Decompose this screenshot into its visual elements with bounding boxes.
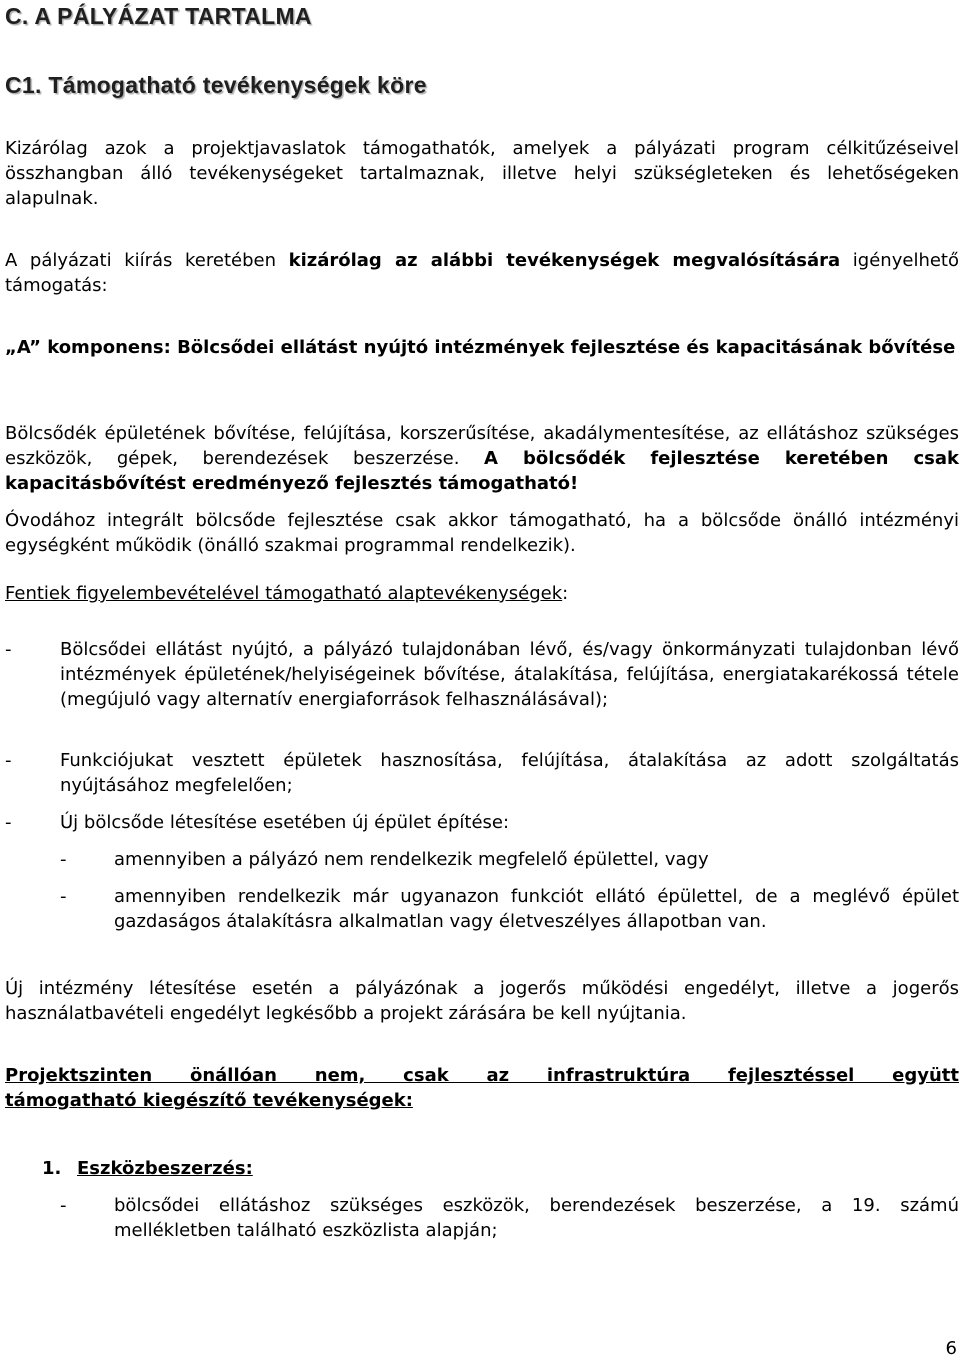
basic-activities-title: Fentiek figyelembevételével támogatható alaptevékenységek [5, 583, 563, 604]
sub-bullet-item-2: amennyiben rendelkezik már ugyanazon funkciót ellátó épülettel, de a meglévő épület gazdaságos átalakításra alkalmatlan vagy életveszélyes állapotban van. [114, 886, 959, 932]
sub-bullet-item-3: bölcsődei ellátáshoz szükséges eszközök, berendezések beszerzése, a 19. számú mellékletben található eszközlista alapján; [114, 1195, 959, 1241]
numbered-item-number: 1. [42, 1158, 62, 1179]
bullet-item-1: Bölcsődei ellátást nyújtó, a pályázó tulajdonában lévő, és/vagy önkormányzati tulajdonban lévő intézmények épületének/helyiségeinek bővítése, átalakítása, felújítása, energiatakarékossá tétele (megújuló vagy alternatív energiaforrások felhasználásával); [60, 639, 959, 710]
bullet-dash: - [5, 639, 12, 660]
nursery-paragraph [5, 421, 959, 496]
component-title: „A” komponens: Bölcsődei ellátást nyújtó intézmények fejlesztése és kapacitásának bővítése [5, 337, 956, 358]
bullet-item-3: Új bölcsőde létesítése esetében új épület építése: [60, 812, 510, 833]
supplementary-heading-line1: Projektszinten önállóan nem, csak az infrastruktúra fejlesztéssel együtt [5, 1065, 959, 1086]
intro-paragraph: Kizárólag azok a projektjavaslatok támogathatók, amelyek a pályázati program célkitűzéseivel összhangban álló tevékenységeket tartalmaznak, illetve helyi szükségleteken és lehetőségeken alapulnak. [5, 138, 959, 209]
supplementary-heading-line2: támogatható kiegészítő tevékenységek: [5, 1090, 413, 1111]
call-text-end: igényelhető támogatás: [5, 250, 959, 296]
kindergarten-paragraph: Óvodához integrált bölcsőde fejlesztése csak akkor támogatható, ha a bölcsőde önálló intézményi egységként működik (önálló szakmai programmal rendelkezik). [5, 510, 959, 556]
bullet-dash: - [5, 812, 12, 833]
bullet-dash: - [5, 750, 12, 771]
numbered-item-title: Eszközbeszerzés: [77, 1158, 253, 1179]
call-text-start: A pályázati kiírás keretében [5, 250, 289, 271]
heading-c: C. A PÁLYÁZAT TARTALMA [5, 3, 312, 29]
call-text-bold: kizárólag az alábbi tevékenységek megvalósítására [288, 250, 841, 271]
basic-activities-colon: : [562, 583, 569, 604]
call-paragraph [5, 248, 959, 298]
sub-bullet-dash: - [60, 1195, 67, 1216]
sub-bullet-dash: - [60, 849, 67, 870]
basic-activities-heading [5, 581, 959, 606]
sub-bullet-dash: - [60, 886, 67, 907]
heading-c1: C1. Támogatható tevékenységek köre [5, 72, 427, 98]
bullet-item-2: Funkciójukat vesztett épületek hasznosítása, felújítása, átalakítása az adott szolgáltatás nyújtásához megfelelően; [60, 750, 959, 796]
page-number: 6 [945, 1338, 957, 1359]
sub-bullet-item-1: amennyiben a pályázó nem rendelkezik megfelelő épülettel, vagy [114, 849, 709, 870]
nursery-text-bold: A bölcsődék fejlesztése keretében csak kapacitásbővítést eredményező fejlesztés támogatható! [5, 448, 959, 494]
new-institution-paragraph: Új intézmény létesítése esetén a pályázónak a jogerős működési engedélyt, illetve a jogerős használatbavételi engedélyt legkésőbb a projekt zárására be kell nyújtania. [5, 978, 959, 1024]
nursery-text: Bölcsődék épületének bővítése, felújítása, korszerűsítése, akadálymentesítése, az ellátáshoz szükséges eszközök, gépek, berendezések beszerzése. [5, 423, 959, 469]
